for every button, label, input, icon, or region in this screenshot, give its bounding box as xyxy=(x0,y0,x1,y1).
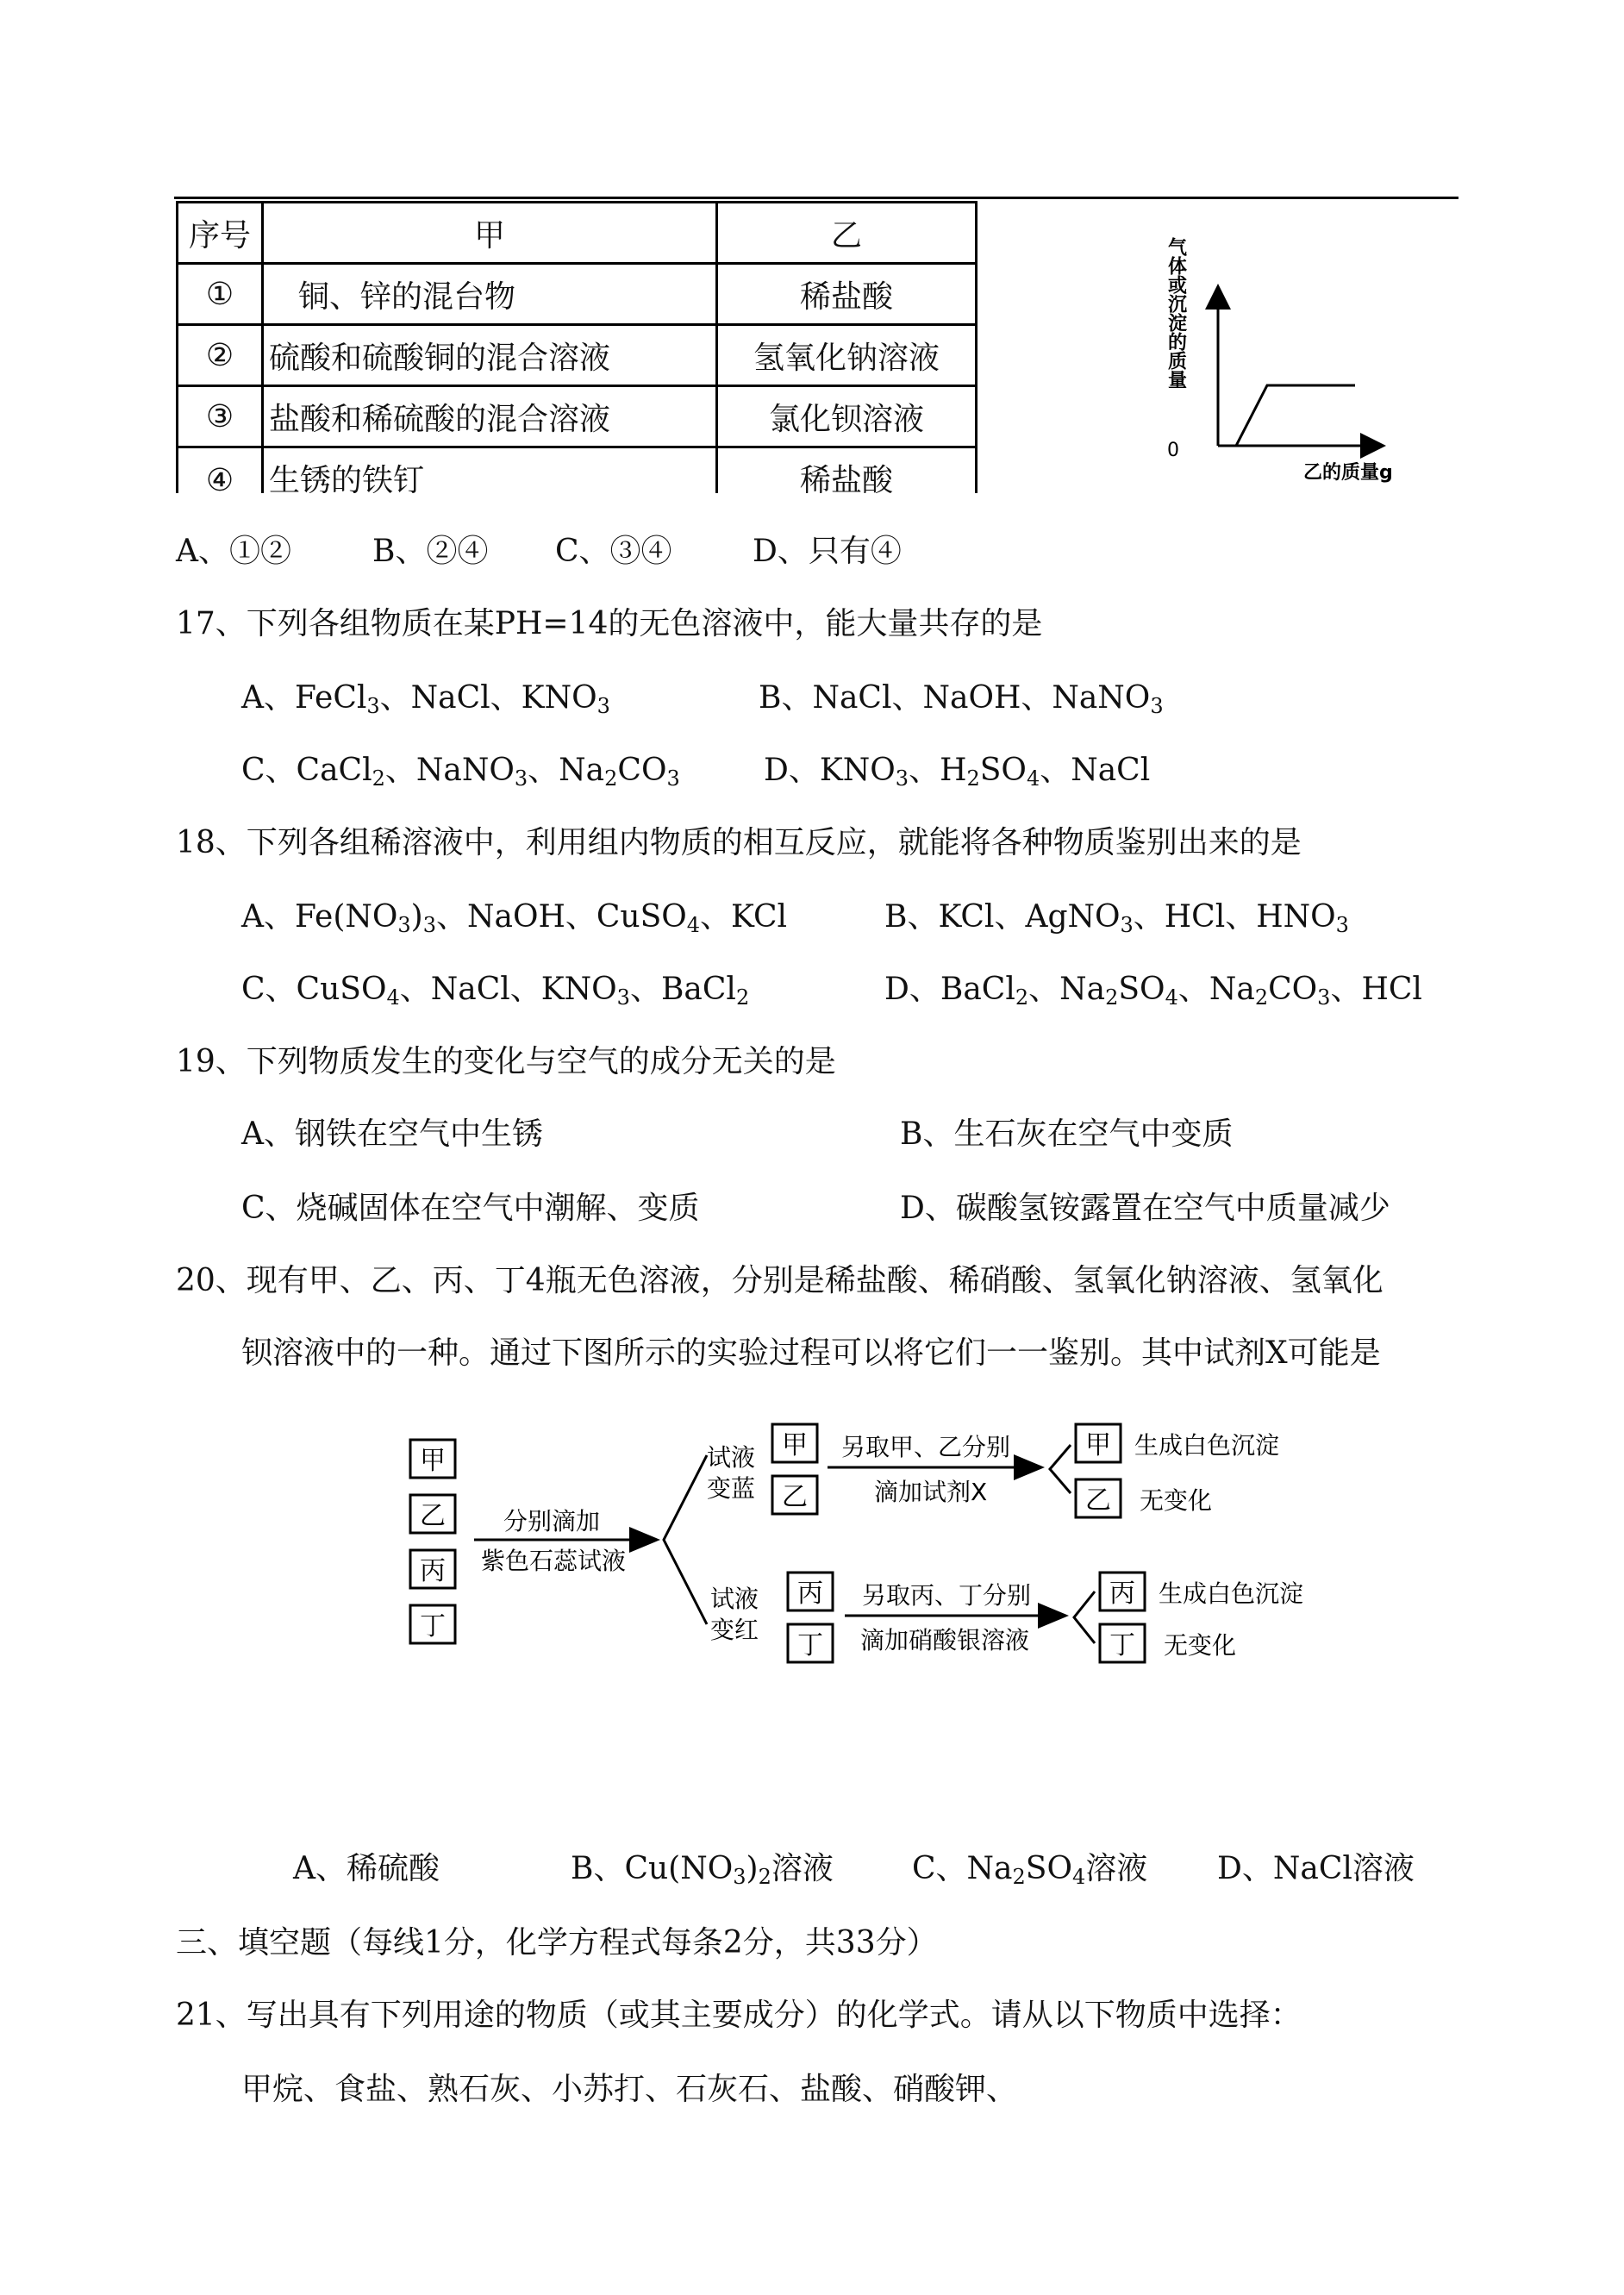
q18-option-a: A、$Fe(NO_3)_3$、NaOH、CuSO$_4$、KCl xyxy=(241,899,788,937)
q17-option-c: C、CaCl$_2$、NaNO$_3$、$Na_2CO_3$ xyxy=(241,753,680,791)
blue-branch-label: 试液 xyxy=(707,1443,756,1472)
q17-stem: 17、下列各组物质在某PH=14的无色溶液中，能大量共存的是 xyxy=(176,606,1043,641)
bottle-label: 丁 xyxy=(797,1630,823,1660)
table-header-row xyxy=(178,203,977,264)
top-rule xyxy=(174,197,1458,199)
q20-option-a: A、稀硫酸 xyxy=(293,1851,440,1886)
bottle-label: 甲 xyxy=(1085,1430,1111,1460)
table-row xyxy=(178,447,977,494)
section-3-heading: 三、填空题（每线1分，化学方程式每条2分，共33分） xyxy=(176,1925,938,1960)
table-cell: 稀盐酸 xyxy=(799,463,893,493)
q18-option-c: C、CuSO$_4$、NaCl、$KNO_3$、BaCl$_2$ xyxy=(241,972,750,1010)
bottle-label: 丁 xyxy=(420,1611,446,1642)
bottle-label: 丙 xyxy=(797,1579,823,1609)
bottle-label: 甲 xyxy=(420,1446,446,1476)
identification-flow-diagram xyxy=(397,1414,1371,1681)
q19-option-d: D、碳酸氢铵露置在空气中质量减少 xyxy=(900,1191,1390,1226)
red-branch-label: 变红 xyxy=(710,1616,759,1644)
graph-y-label: 气体或沉淀的质量 xyxy=(1165,237,1187,389)
q18-option-b: B、KCl、AgNO$_3$、HCl、$HNO_3$ xyxy=(884,899,1349,937)
step2b-bottom-label: 滴加硝酸银溶液 xyxy=(860,1626,1030,1654)
q21-stem: 21、写出具有下列用途的物质（或其主要成分）的化学式。请从以下物质中选择： xyxy=(176,1998,1302,2033)
table-row xyxy=(178,264,977,325)
q20-option-d: D、NaCl溶液 xyxy=(1217,1851,1415,1886)
q18-option-d: D、BaCl$_2$、$Na_2SO_4$、$Na_2CO_3$、HCl xyxy=(884,972,1422,1010)
q17-option-b: B、NaCl、NaOH、NaNO$_3$ xyxy=(759,680,1164,718)
q21-choices: 甲烷、食盐、熟石灰、小苏打、石灰石、盐酸、硝酸钾、 xyxy=(241,2072,1018,2107)
q18-stem: 18、下列各组稀溶液中，利用组内物质的相互反应，就能将各种物质鉴别出来的是 xyxy=(176,825,1302,860)
result-white-precipitate: 生成白色沉淀 xyxy=(1134,1431,1280,1460)
table-header-cell: 序号 xyxy=(178,203,263,264)
bottle-label: 乙 xyxy=(782,1482,808,1512)
table-cell: 稀盐酸 xyxy=(717,264,977,325)
result-no-change: 无变化 xyxy=(1140,1486,1213,1515)
table-row xyxy=(178,325,977,386)
q19-option-c: C、烧碱固体在空气中潮解、变质 xyxy=(241,1191,700,1226)
bottle-label: 甲 xyxy=(782,1430,808,1460)
table-cell: 生锈的铁钉 xyxy=(269,463,425,493)
step2a-top-label: 另取甲、乙分别 xyxy=(841,1433,1011,1461)
step1-top-label: 分别滴加 xyxy=(503,1507,601,1535)
bottle-label: 乙 xyxy=(1085,1485,1111,1516)
step2b-top-label: 另取丙、丁分别 xyxy=(862,1581,1032,1610)
table-cell: ④ xyxy=(205,463,234,493)
table-cell: 氯化钡溶液 xyxy=(717,386,977,447)
q20-option-b: B、$Cu(NO_3)_2$溶液 xyxy=(571,1851,834,1889)
graph-x-label: 乙的质量g xyxy=(1303,462,1393,484)
table-cell: ① xyxy=(178,264,263,325)
table-row xyxy=(178,386,977,447)
q19-option-b: B、生石灰在空气中变质 xyxy=(900,1116,1234,1152)
result-no-change: 无变化 xyxy=(1164,1631,1237,1660)
q20-option-c: C、$Na_2SO_4$溶液 xyxy=(912,1851,1148,1889)
q19-stem: 19、下列物质发生的变化与空气的成分无关的是 xyxy=(176,1044,836,1079)
table-header-cell: 乙 xyxy=(717,203,977,264)
step1-bottom-label: 紫色石蕊试液 xyxy=(481,1547,627,1575)
branch-lines xyxy=(664,1455,707,1624)
blue-branch-label: 变蓝 xyxy=(707,1474,756,1503)
red-branch-label: 试液 xyxy=(710,1585,759,1613)
bottle-label: 丙 xyxy=(1109,1579,1135,1609)
table-cell: ③ xyxy=(178,386,263,447)
q16-option-d: D、只有④ xyxy=(753,534,902,569)
q16-option-b: B、②④ xyxy=(372,534,489,569)
q17-option-d: D、$KNO_3$、$H_2SO_4$、NaCl xyxy=(764,753,1151,791)
q20-stem-line2: 钡溶液中的一种。通过下图所示的实验过程可以将它们一一鉴别。其中试剂X可能是 xyxy=(241,1335,1381,1371)
result-white-precipitate: 生成白色沉淀 xyxy=(1159,1579,1304,1608)
q16-option-c: C、③④ xyxy=(555,534,672,569)
q19-option-a: A、钢铁在空气中生锈 xyxy=(241,1116,543,1152)
table-cell: 铜、锌的混台物 xyxy=(263,264,717,325)
mass-graph xyxy=(1138,220,1431,496)
graph-origin-label: 0 xyxy=(1167,440,1179,461)
table-cell: 硫酸和硫酸铜的混合溶液 xyxy=(263,325,717,386)
q16-option-a: A、①② xyxy=(176,534,291,569)
step2a-bottom-label: 滴加试剂X xyxy=(874,1478,988,1506)
table-cell: 盐酸和稀硫酸的混合溶液 xyxy=(263,386,717,447)
table-cell: ② xyxy=(178,325,263,386)
result-branch-top xyxy=(1050,1445,1071,1493)
q17-option-a: A、FeCl$_3$、NaCl、$KNO_3$ xyxy=(241,680,610,718)
question-16-table xyxy=(176,201,978,493)
result-branch-bottom xyxy=(1074,1591,1095,1643)
table-cell: 氢氧化钠溶液 xyxy=(717,325,977,386)
table-header-cell: 甲 xyxy=(263,203,717,264)
bottle-label: 乙 xyxy=(420,1501,446,1531)
q20-stem-line1: 20、现有甲、乙、丙、丁4瓶无色溶液，分别是稀盐酸、稀硝酸、氢氧化钠溶液、氢氧化 xyxy=(176,1263,1384,1298)
bottle-label: 丙 xyxy=(420,1556,446,1586)
bottle-label: 丁 xyxy=(1109,1630,1135,1660)
graph-curve xyxy=(1218,385,1355,446)
